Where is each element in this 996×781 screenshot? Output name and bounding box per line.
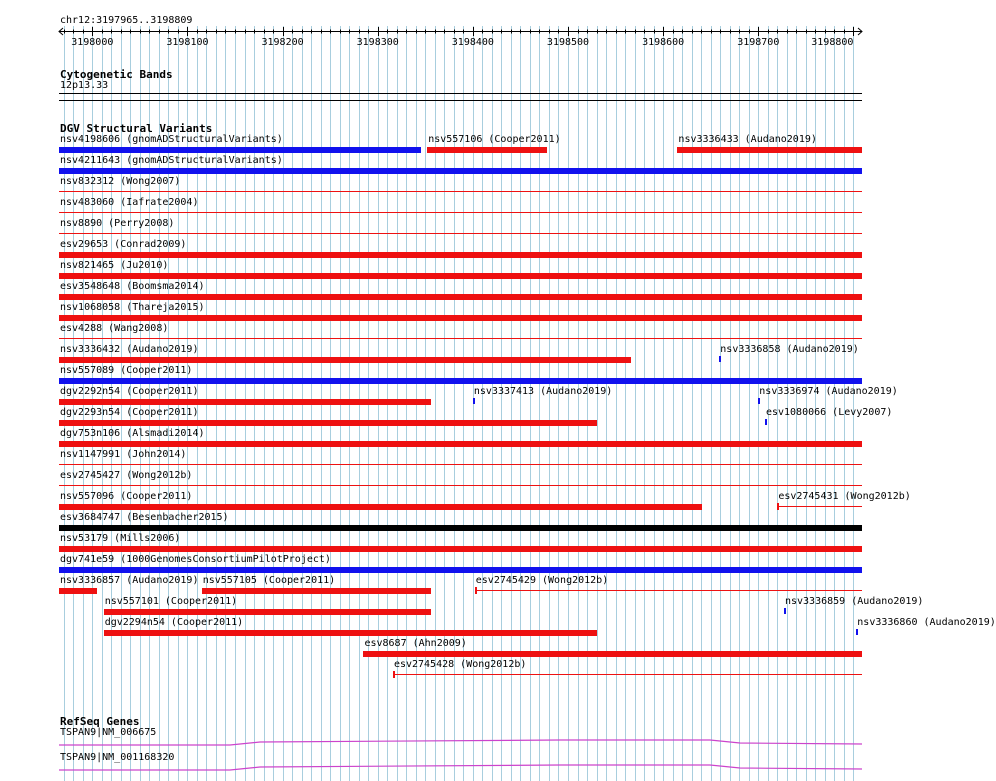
variant-bar[interactable] <box>758 398 760 404</box>
variant-label[interactable]: nsv1147991 (John2014) <box>60 449 187 460</box>
variant-label[interactable]: nsv3336432 (Audano2019) <box>60 344 199 355</box>
variant-label[interactable]: nsv3336857 (Audano2019) <box>60 575 199 586</box>
ruler-tick-label: 3198100 <box>166 37 209 48</box>
variant-bar[interactable] <box>59 525 862 531</box>
variant-label[interactable]: dgv2292n54 (Cooper2011) <box>60 386 199 397</box>
variant-label[interactable]: nsv821465 (Ju2010) <box>60 260 169 271</box>
variant-label[interactable]: nsv832312 (Wong2007) <box>60 176 181 187</box>
variant-bar[interactable] <box>59 504 702 510</box>
dgv-track-title[interactable]: DGV Structural Variants <box>60 122 213 135</box>
variant-label[interactable]: nsv4198606 (gnomADStructuralVariants) <box>60 134 283 145</box>
variant-bar[interactable] <box>784 608 786 614</box>
variant-label[interactable]: nsv483060 (Iafrate2004) <box>60 197 199 208</box>
variant-bar[interactable] <box>59 588 97 594</box>
cytoband-line <box>59 93 862 94</box>
variant-label[interactable]: esv2745427 (Wong2012b) <box>60 470 193 481</box>
ruler-tick-label: 3198200 <box>261 37 304 48</box>
coordinate-ruler[interactable] <box>0 26 890 50</box>
variant-label[interactable]: dgv2293n54 (Cooper2011) <box>60 407 199 418</box>
variant-label[interactable]: esv2745431 (Wong2012b) <box>778 491 911 502</box>
variant-label[interactable]: nsv3336859 (Audano2019) <box>784 596 924 607</box>
variant-bar[interactable] <box>59 147 421 153</box>
variant-bar[interactable] <box>59 273 862 279</box>
variant-bar[interactable] <box>59 315 862 321</box>
variant-bar[interactable] <box>59 168 862 174</box>
variant-label[interactable]: nsv53179 (Mills2006) <box>60 533 181 544</box>
variant-bar[interactable] <box>363 651 862 657</box>
variant-label[interactable]: nsv557101 (Cooper2011) <box>104 596 238 607</box>
variant-label[interactable]: nsv3336433 (Audano2019) <box>678 134 817 145</box>
variant-bar[interactable] <box>677 147 862 153</box>
variant-label[interactable]: esv3548648 (Boomsma2014) <box>60 281 205 292</box>
variant-bar[interactable] <box>427 147 547 153</box>
transcript-label[interactable]: TSPAN9|NM_001168320 <box>60 752 175 763</box>
variant-label[interactable]: nsv557096 (Cooper2011) <box>60 491 193 502</box>
transcript-model <box>59 765 862 770</box>
variant-label[interactable]: dgv2294n54 (Cooper2011) <box>104 617 244 628</box>
variant-label[interactable]: esv4288 (Wang2008) <box>60 323 169 334</box>
ruler-tick-label: 3198000 <box>71 37 114 48</box>
variant-bar[interactable] <box>856 629 858 635</box>
variant-bar[interactable] <box>473 398 475 404</box>
variant-bar[interactable] <box>59 212 862 213</box>
variant-bar[interactable] <box>59 485 862 486</box>
variant-bar[interactable] <box>202 588 431 594</box>
variant-bar[interactable] <box>719 356 721 362</box>
ruler-tick-label: 3198600 <box>642 37 685 48</box>
variant-bar[interactable] <box>765 419 767 425</box>
transcript-model <box>59 740 862 745</box>
variant-bar[interactable] <box>59 378 862 384</box>
variant-label[interactable]: nsv1068058 (Thareja2015) <box>60 302 205 313</box>
variant-label[interactable]: esv2745428 (Wong2012b) <box>393 659 527 670</box>
variant-bar[interactable] <box>104 630 597 636</box>
variant-label[interactable]: dgv741e59 (1000GenomesConsortiumPilotProject) <box>60 554 331 565</box>
variant-bar[interactable] <box>59 567 862 573</box>
variant-bar[interactable] <box>59 357 631 363</box>
cytoband-line <box>59 100 862 101</box>
variant-bar[interactable] <box>777 506 862 507</box>
variant-bar[interactable] <box>104 609 431 615</box>
ruler-tick-label: 3198300 <box>356 37 399 48</box>
variant-label[interactable]: nsv3336858 (Audano2019) <box>720 344 859 355</box>
ruler-tick-label: 3198400 <box>451 37 494 48</box>
variant-label[interactable]: esv29653 (Conrad2009) <box>60 239 187 250</box>
variant-bar[interactable] <box>59 252 862 258</box>
variant-label[interactable]: dgv753n106 (Alsmadi2014) <box>60 428 205 439</box>
cytoband-label: 12p13.33 <box>60 80 109 91</box>
variant-label[interactable]: esv2745429 (Wong2012b) <box>475 575 609 586</box>
variant-bar[interactable] <box>59 420 597 426</box>
ruler-tick-label: 3198500 <box>546 37 590 48</box>
refseq-gene-models[interactable] <box>0 735 890 775</box>
variant-label[interactable]: nsv557105 (Cooper2011) <box>202 575 336 586</box>
variant-label[interactable]: nsv3337413 (Audano2019) <box>473 386 613 397</box>
variant-label[interactable]: nsv4211643 (gnomADStructuralVariants) <box>60 155 283 166</box>
variant-label[interactable]: nsv3336860 (Audano2019) <box>857 617 996 628</box>
variant-bar[interactable] <box>59 294 862 300</box>
variant-bar[interactable] <box>59 546 862 552</box>
variant-bar[interactable] <box>393 674 862 675</box>
variant-label[interactable]: esv3684747 (Besenbacher2015) <box>60 512 229 523</box>
ruler-range-label: chr12:3197965..3198809 <box>60 15 193 26</box>
variant-bar[interactable] <box>475 590 862 591</box>
variant-bar[interactable] <box>59 399 431 405</box>
refseq-track-title[interactable]: RefSeq Genes <box>60 715 140 728</box>
variant-bar[interactable] <box>59 338 862 339</box>
variant-bar[interactable] <box>59 464 862 465</box>
variant-label[interactable]: nsv557106 (Cooper2011) <box>428 134 561 145</box>
variant-label[interactable]: esv8687 (Ahn2009) <box>364 638 467 649</box>
variant-label[interactable]: nsv8890 (Perry2008) <box>60 218 175 229</box>
cytoband-track-title[interactable]: Cytogenetic Bands <box>60 68 173 81</box>
variant-label[interactable]: esv1080066 (Levy2007) <box>765 407 893 418</box>
variant-bar[interactable] <box>59 441 862 447</box>
variant-bar[interactable] <box>59 191 862 192</box>
variant-bar[interactable] <box>59 233 862 234</box>
transcript-label[interactable]: TSPAN9|NM_006675 <box>60 727 157 738</box>
ruler-tick-label: 3198800 <box>811 37 854 48</box>
ruler-tick-label: 3198700 <box>737 37 780 48</box>
variant-label[interactable]: nsv3336974 (Audano2019) <box>759 386 898 397</box>
variant-label[interactable]: nsv557089 (Cooper2011) <box>60 365 193 376</box>
